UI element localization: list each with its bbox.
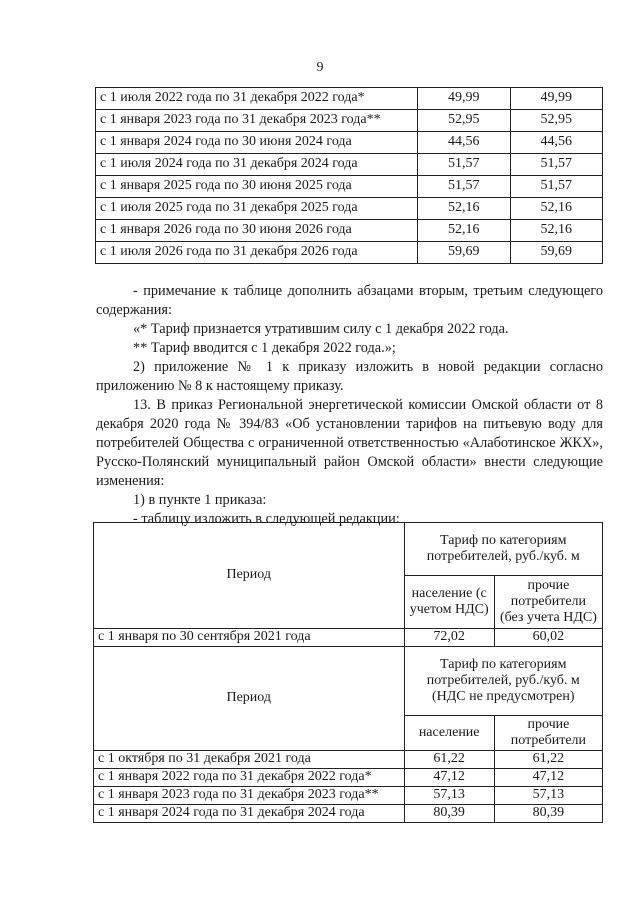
body-text (96, 282, 603, 529)
period-cell: с 1 июля 2024 года по 31 декабря 2024 года (96, 154, 418, 176)
period-cell: с 1 октября по 31 декабря 2021 года (94, 751, 405, 769)
value-cell: 51,57 (510, 176, 603, 198)
value-cell: 52,16 (418, 220, 511, 242)
paragraph: ** Тариф вводится с 1 декабря 2022 года.»; (133, 340, 396, 356)
table-row (96, 88, 603, 110)
paragraph: 13. В приказ Региональной энергетической комиссии Омской области от 8 декабря 2020 года № 394/83 «Об установлении тарифов на питьевую воду для потребителей Общества с ограниченной ответственностью «Алаботинское ЖКХ», Русско-Полянский муниципальный район Омской области» внести следующие изменения: (96, 397, 603, 489)
period-header: Период (94, 523, 405, 629)
page-number: 9 (316, 60, 324, 75)
table-row (94, 769, 603, 787)
table-row (94, 629, 603, 647)
table-row (94, 787, 603, 805)
table-row (96, 176, 603, 198)
paragraph: - примечание к таблице дополнить абзацами вторым, третьим следующего содержания: (96, 283, 603, 318)
value-cell: 52,16 (510, 198, 603, 220)
paragraph: - таблицу изложить в следующей редакции: (133, 511, 400, 527)
col-header-population: население (404, 716, 494, 751)
value-cell: 72,02 (404, 629, 494, 647)
period-cell: с 1 января 2023 года по 31 декабря 2023 года** (96, 110, 418, 132)
tariff-table-new (93, 522, 603, 823)
value-cell: 47,12 (404, 769, 494, 787)
value-cell: 51,57 (418, 176, 511, 198)
col-header-population: население (с учетом НДС) (404, 576, 494, 629)
table-header-row (94, 647, 603, 716)
period-cell: с 1 января по 30 сентября 2021 года (94, 629, 405, 647)
tariff-header: Тариф по категориям потребителей, руб./куб. м (НДС не предусмотрен) (404, 647, 602, 716)
period-cell: с 1 июля 2026 года по 31 декабря 2026 года (96, 242, 418, 264)
value-cell: 57,13 (494, 787, 602, 805)
value-cell: 51,57 (418, 154, 511, 176)
value-cell: 57,13 (404, 787, 494, 805)
value-cell: 44,56 (418, 132, 511, 154)
value-cell: 52,16 (418, 198, 511, 220)
value-cell: 51,57 (510, 154, 603, 176)
period-cell: с 1 января 2022 года по 31 декабря 2022 года* (94, 769, 405, 787)
value-cell: 80,39 (404, 805, 494, 823)
period-cell: с 1 января 2025 года по 30 июня 2025 года (96, 176, 418, 198)
period-header: Период (94, 647, 405, 751)
value-cell: 52,95 (510, 110, 603, 132)
paragraph: 2) приложение № 1 к приказу изложить в новой редакции согласно приложению № 8 к настоящему приказу. (96, 359, 603, 394)
value-cell: 47,12 (494, 769, 602, 787)
tariff-header: Тариф по категориям потребителей, руб./куб. м (404, 523, 602, 576)
table-row (96, 220, 603, 242)
value-cell: 59,69 (510, 242, 603, 264)
paragraph: «* Тариф признается утратившим силу с 1 декабря 2022 года. (133, 321, 509, 337)
period-cell: с 1 июля 2022 года по 31 декабря 2022 года* (96, 88, 418, 110)
table-row (96, 242, 603, 264)
col-header-other: прочие потребители (без учета НДС) (494, 576, 602, 629)
period-cell: с 1 января 2024 года по 31 декабря 2024 года (94, 805, 405, 823)
table-row (94, 751, 603, 769)
table-header-row (94, 523, 603, 576)
period-cell: с 1 января 2023 года по 31 декабря 2023 года** (94, 787, 405, 805)
table-row (96, 198, 603, 220)
value-cell: 80,39 (494, 805, 602, 823)
value-cell: 49,99 (510, 88, 603, 110)
period-cell: с 1 июля 2025 года по 31 декабря 2025 года (96, 198, 418, 220)
value-cell: 52,16 (510, 220, 603, 242)
value-cell: 60,02 (494, 629, 602, 647)
tariff-table-continued (95, 87, 603, 264)
value-cell: 61,22 (404, 751, 494, 769)
value-cell: 61,22 (494, 751, 602, 769)
value-cell: 52,95 (418, 110, 511, 132)
paragraph: 1) в пункте 1 приказа: (133, 492, 267, 508)
period-cell: с 1 января 2024 года по 30 июня 2024 года (96, 132, 418, 154)
value-cell: 44,56 (510, 132, 603, 154)
col-header-other: прочие потребители (494, 716, 602, 751)
period-cell: с 1 января 2026 года по 30 июня 2026 года (96, 220, 418, 242)
table-row (94, 805, 603, 823)
value-cell: 59,69 (418, 242, 511, 264)
value-cell: 49,99 (418, 88, 511, 110)
table-row (96, 110, 603, 132)
table-row (96, 132, 603, 154)
table-row (96, 154, 603, 176)
